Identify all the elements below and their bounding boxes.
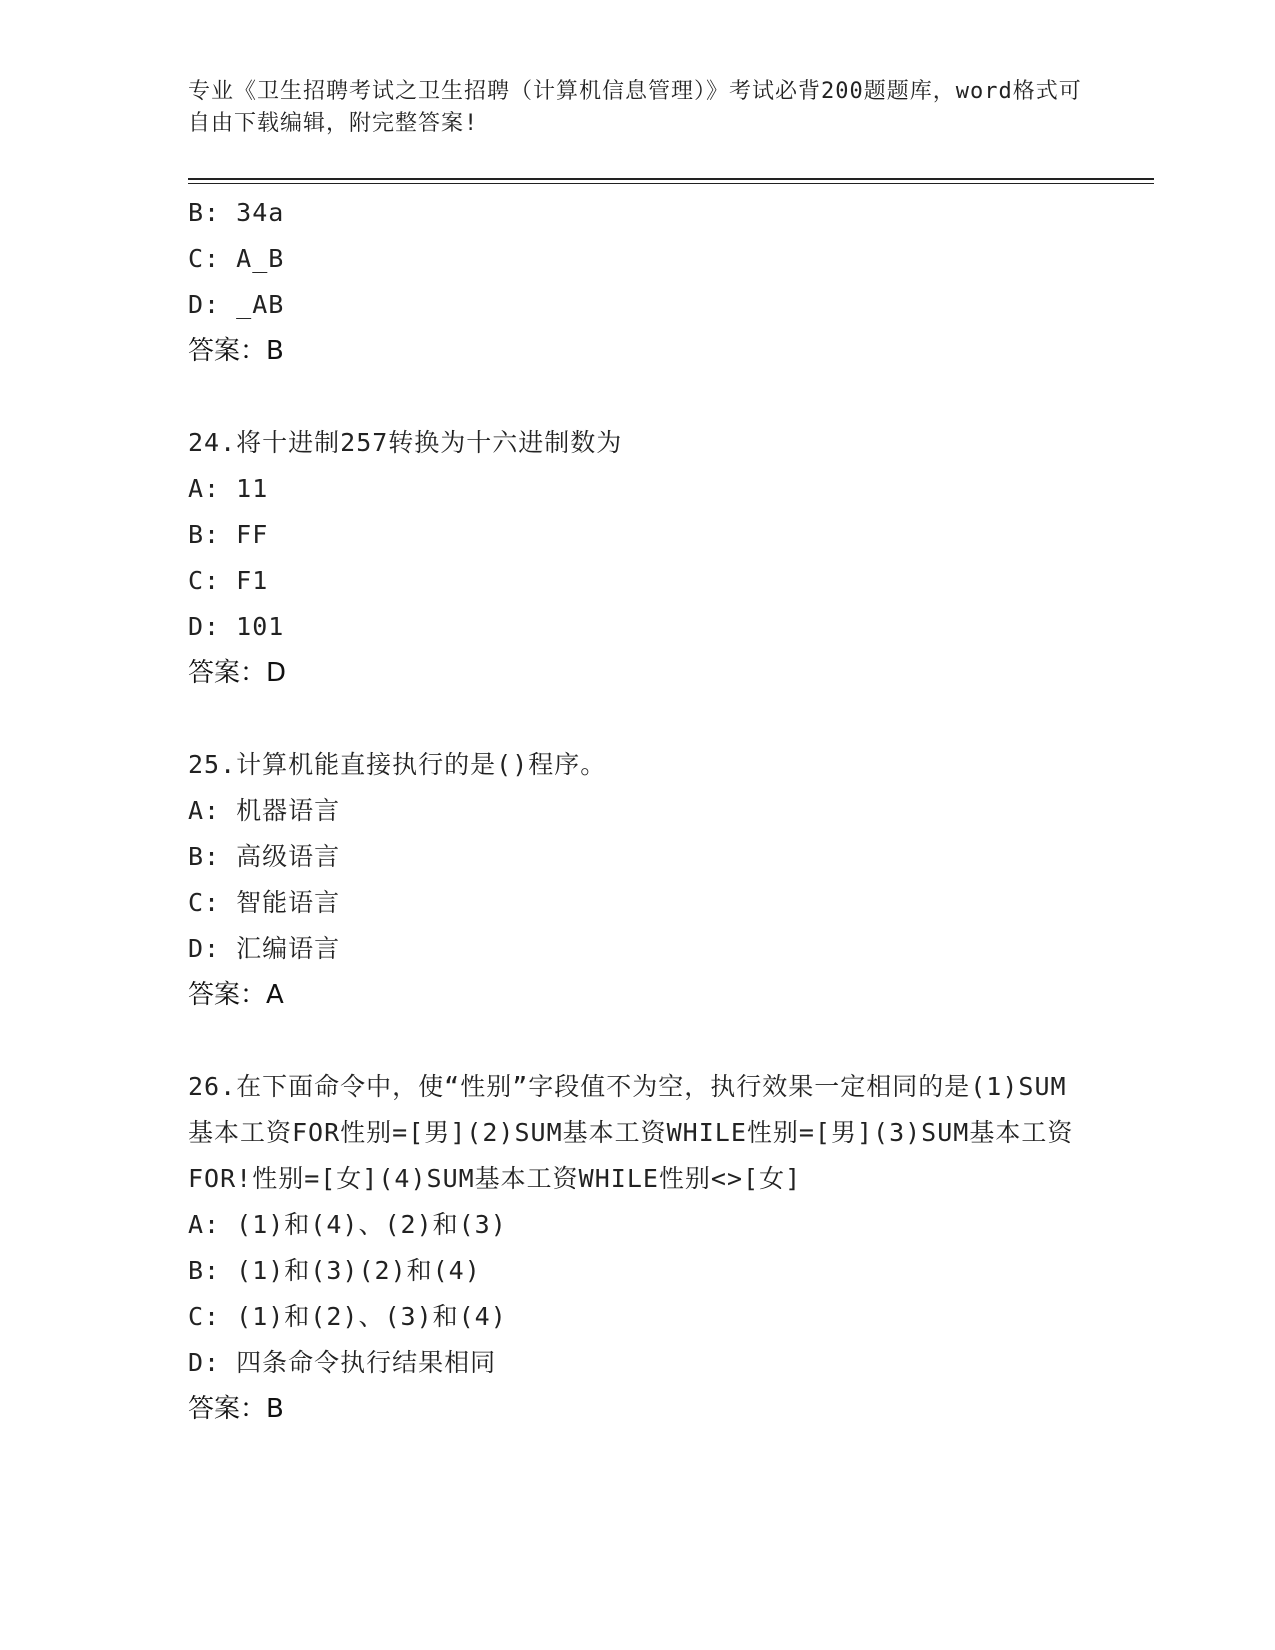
- question-text: 26.在下面命令中，使“性别”字段值不为空，执行效果一定相同的是(1)SUM基本工资FOR性别=[男](2)SUM基本工资WHILE性别=[男](3)SUM基本工资FOR!性别=[女](4)SUM基本工资WHILE性别<>[女]: [188, 1072, 1074, 1193]
- answer-line: 答案：B: [188, 1394, 284, 1424]
- question-block-26: [188, 1064, 1088, 1432]
- option-c: C: F1: [188, 566, 269, 595]
- question-text: 24.将十进制257转换为十六进制数为: [188, 428, 623, 457]
- question-block-25: [188, 742, 1088, 1018]
- answer-line: 答案：B: [188, 336, 284, 366]
- option-b: B: (1)和(3)(2)和(4): [188, 1256, 481, 1285]
- answer-line: 答案：D: [188, 658, 287, 688]
- option-c: C: A_B: [188, 244, 285, 273]
- option-d: D: _AB: [188, 290, 285, 319]
- question-list: [188, 190, 1088, 1432]
- option-a: A: 机器语言: [188, 796, 341, 825]
- question-text: 25.计算机能直接执行的是()程序。: [188, 750, 607, 779]
- option-c: C: 智能语言: [188, 888, 341, 917]
- document-header: 专业《卫生招聘考试之卫生招聘（计算机信息管理）》考试必背200题题库，word格式可自由下载编辑，附完整答案!: [188, 79, 1082, 136]
- prev-question-block: [188, 190, 1088, 374]
- option-d: D: 四条命令执行结果相同: [188, 1348, 497, 1377]
- option-d: D: 101: [188, 612, 285, 641]
- option-a: A: (1)和(4)、(2)和(3): [188, 1210, 507, 1239]
- option-d: D: 汇编语言: [188, 934, 341, 963]
- header-divider-thin: [188, 183, 1154, 184]
- header-divider-thick: [188, 178, 1154, 180]
- option-b: B: 高级语言: [188, 842, 341, 871]
- option-b: B: 34a: [188, 198, 285, 227]
- question-block-24: [188, 420, 1088, 696]
- answer-line: 答案：A: [188, 980, 284, 1010]
- option-c: C: (1)和(2)、(3)和(4): [188, 1302, 507, 1331]
- option-b: B: FF: [188, 520, 269, 549]
- option-a: A: 11: [188, 474, 269, 503]
